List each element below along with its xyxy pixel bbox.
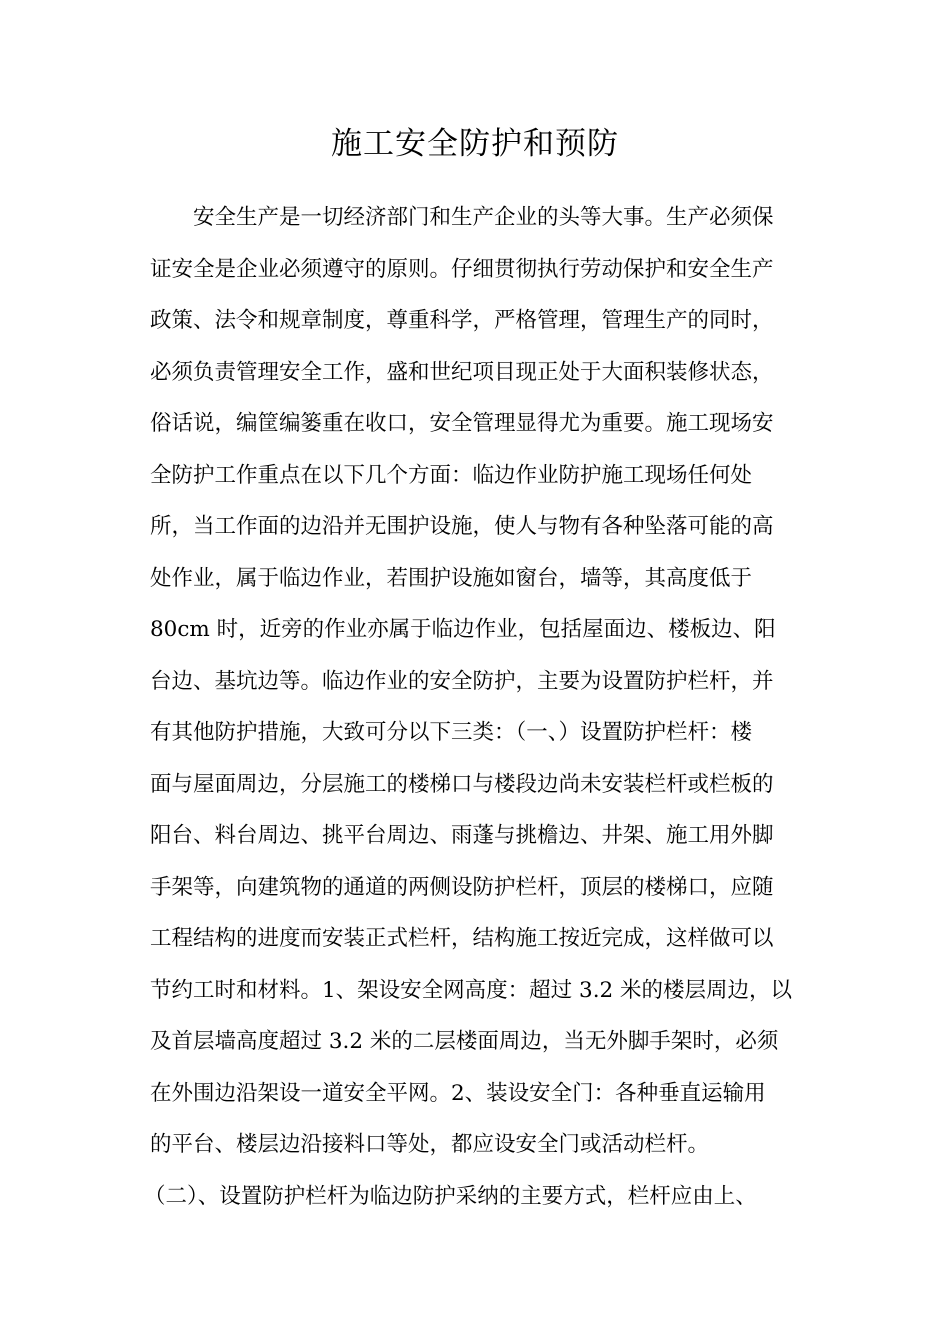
document-body <box>144 192 810 1222</box>
paragraph-line: 证安全是企业必须遵守的原则。仔细贯彻执行劳动保护和安全生产 <box>150 256 774 282</box>
paragraph-line: 安全生产是一切经济部门和生产企业的头等大事。生产必须保 <box>193 205 774 230</box>
paragraph-line: 政策、法令和规章制度，尊重科学，严格管理，管理生产的同时， <box>150 308 774 333</box>
paragraph-line: 所，当工作面的边沿并无围护设施，使人与物有各种坠落可能的高 <box>150 514 774 539</box>
paragraph-line: 节约工时和材料。1、架设安全网高度：超过 3.2 米的楼层周边，以 <box>150 977 793 1003</box>
paragraph-line: 处作业，属于临边作业，若围护设施如窗台，墙等，其高度低于 <box>150 565 753 591</box>
paragraph-line: 在外围边沿架设一道安全平网。2、装设安全门：各种垂直运输用 <box>150 1080 766 1106</box>
paragraph-line: 80cm 时，近旁的作业亦属于临边作业，包括屋面边、楼板边、阳 <box>150 617 776 642</box>
paragraph-line: 俗话说，编筐编篓重在收口，安全管理显得尤为重要。施工现场安 <box>150 411 774 436</box>
paragraph-line: 工程结构的进度而安装正式栏杆，结构施工按近完成，这样做可以 <box>150 926 774 951</box>
paragraph-line: （二）、设置防护栏杆为临边防护采纳的主要方式，栏杆应由上、 <box>144 1183 757 1209</box>
paragraph-line: 的平台、楼层边沿接料口等处，都应设安全门或活动栏杆。 <box>150 1132 710 1157</box>
paragraph-line: 手架等，向建筑物的通道的两侧设防护栏杆，顶层的楼梯口，应随 <box>150 874 774 900</box>
paragraph-line: 面与屋面周边，分层施工的楼梯口与楼段边尚未安装栏杆或栏板的 <box>150 771 774 797</box>
paragraph-line: 及首层墙高度超过 3.2 米的二层楼面周边，当无外脚手架时，必须 <box>150 1029 779 1054</box>
paragraph-line: 必须负责管理安全工作，盛和世纪项目现正处于大面积装修状态， <box>150 359 774 385</box>
paragraph-line: 阳台、料台周边、挑平台周边、雨蓬与挑檐边、井架、施工用外脚 <box>150 823 774 848</box>
paragraph-line: 有其他防护措施，大致可分以下三类：（一、）设置防护栏杆：楼 <box>150 720 753 745</box>
paragraph-line: 全防护工作重点在以下几个方面：临边作业防护施工现场任何处 <box>150 462 753 488</box>
paragraph-line: 台边、基坑边等。临边作业的安全防护，主要为设置防护栏杆，并 <box>150 668 774 694</box>
document-title: 施工安全防护和预防 <box>331 126 619 162</box>
